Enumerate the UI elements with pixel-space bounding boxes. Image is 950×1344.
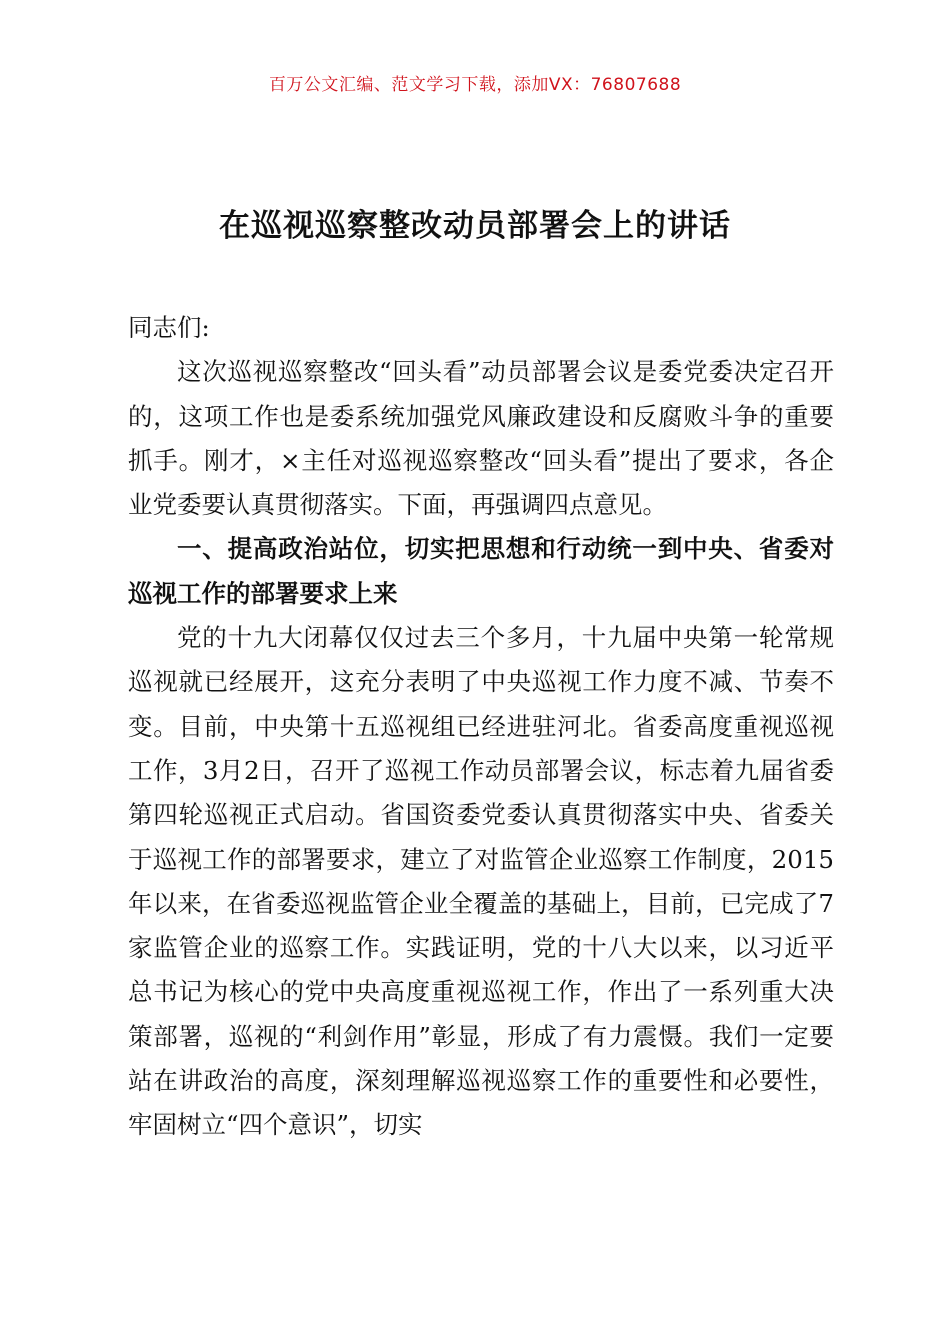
document-title: 在巡视巡察整改动员部署会上的讲话 — [219, 208, 731, 244]
section-heading-1: 一、提高政治站位，切实把思想和行动统一到中央、省委对巡视工作的部署要求上来 — [128, 534, 834, 608]
paragraph-intro: 这次巡视巡察整改“回头看”动员部署会议是委党委决定召开的，这项工作也是委系统加强党风廉政建设和反腐败斗争的重要抓手。刚才，×主任对巡视巡察整改“回头看”提出了要求，各企业党委要认真贯彻落实。下面，再强调四点意见。 — [128, 357, 834, 520]
paragraph-section-1: 党的十九大闭幕仅仅过去三个多月，十九届中央第一轮常规巡视就已经展开，这充分表明了中央巡视工作力度不减、节奏不变。目前，中央第十五巡视组已经进驻河北。省委高度重视巡视工作，3月2日，召开了巡视工作动员部署会议，标志着九届省委第四轮巡视正式启动。省国资委党委认真贯彻落实中央、省委关于巡视工作的部署要求，建立了对监管企业巡察工作制度，2015年以来，在省委巡视监管企业全覆盖的基础上，目前，已完成了7家监管企业的巡察工作。实践证明，党的十八大以来，以习近平总书记为核心的党中央高度重视巡视工作，作出了一系列重大决策部署，巡视的“利剑作用”彰显，形成了有力震慑。我们一定要站在讲政治的高度，深刻理解巡视巡察工作的重要性和必要性，牢固树立“四个意识”，切实 — [128, 623, 834, 1140]
header-watermark-note: 百万公文汇编、范文学习下载，添加VX：76807688 — [268, 75, 682, 95]
document-body — [128, 306, 834, 1148]
salutation: 同志们: — [128, 313, 210, 342]
